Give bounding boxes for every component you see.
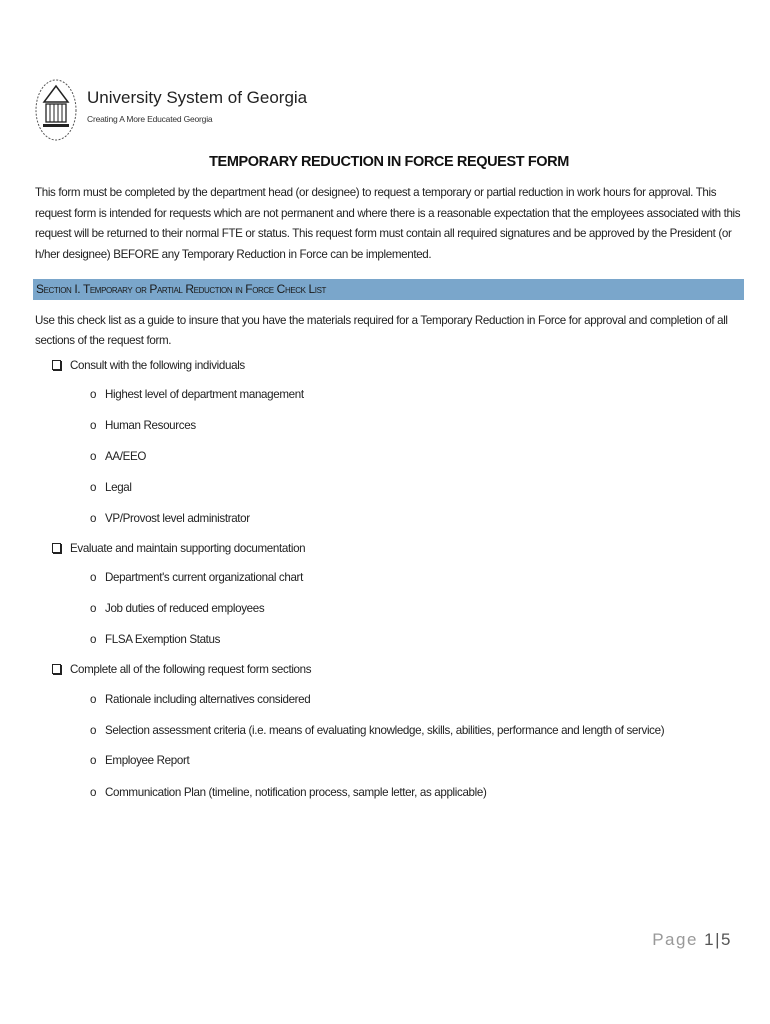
list-item-text: Department's current organizational chart	[105, 571, 303, 584]
list-item	[90, 481, 132, 494]
checklist-item	[52, 542, 305, 555]
bullet-icon: o	[90, 512, 97, 525]
bullet-icon: o	[90, 419, 97, 432]
list-item	[90, 388, 304, 401]
bullet-icon: o	[90, 571, 97, 584]
list-item	[90, 693, 310, 706]
checkbox-icon	[52, 664, 61, 674]
section-heading: Section I. Temporary or Partial Reduction in Force Check List	[36, 282, 327, 296]
list-item	[90, 602, 264, 615]
section-header-bar	[33, 279, 744, 300]
bullet-icon: o	[90, 786, 97, 799]
list-item-text: Selection assessment criteria (i.e. means of evaluating knowledge, skills, abilities, performance and length of service)	[105, 724, 665, 737]
list-item	[90, 786, 487, 799]
logo-tagline: Creating A More Educated Georgia	[87, 114, 213, 124]
usg-logo	[34, 78, 308, 142]
section-intro: Use this check list as a guide to insure that you have the materials required for a Temporary Reduction in Force for approval and completion of all sections of the request form.	[35, 314, 728, 347]
logo-name: University System of Georgia	[87, 88, 308, 107]
current-page: 1	[704, 930, 716, 949]
checklist-label: Complete all of the following request form sections	[70, 663, 312, 676]
list-item	[90, 754, 189, 767]
page-number	[652, 930, 732, 950]
list-item	[90, 512, 250, 525]
list-item-text: Human Resources	[105, 419, 196, 432]
list-item-text: Employee Report	[105, 754, 190, 767]
bullet-icon: o	[90, 602, 97, 615]
checklist-label: Evaluate and maintain supporting documentation	[70, 542, 306, 555]
page-label: Page	[652, 930, 698, 949]
bullet-icon: o	[90, 388, 97, 401]
list-item-text: Highest level of department management	[105, 388, 304, 401]
list-item-text: AA/EEO	[105, 450, 147, 463]
page-separator: |	[715, 930, 722, 949]
list-item	[90, 571, 303, 584]
checkbox-icon	[52, 360, 61, 370]
list-item	[90, 450, 146, 463]
list-item-text: Rationale including alternatives considered	[105, 693, 311, 706]
checklist-item	[52, 663, 311, 676]
intro-paragraph: This form must be completed by the department head (or designee) to request a temporary or partial reduction in work hours for approval. This request form is intended for requests which are not permanent and where there is a reasonable expectation that the employees associated with this request will be returned to their normal FTE or status. This request form must contain all required signatures and be approved by the President (or h/her designee) BEFORE any Temporary Reduction in Force can be implemented.	[35, 186, 741, 261]
list-item-text: Legal	[105, 481, 132, 494]
checklist-item	[52, 359, 245, 372]
bullet-icon: o	[90, 754, 97, 767]
bullet-icon: o	[90, 724, 97, 737]
bullet-icon: o	[90, 633, 97, 646]
total-pages: 5	[721, 930, 732, 949]
list-item	[90, 419, 196, 432]
bullet-icon: o	[90, 450, 97, 463]
bullet-icon: o	[90, 693, 97, 706]
page-title: TEMPORARY REDUCTION IN FORCE REQUEST FORM	[209, 154, 569, 170]
bullet-icon: o	[90, 481, 97, 494]
checkbox-icon	[52, 543, 61, 553]
checklist-label: Consult with the following individuals	[70, 359, 245, 372]
list-item-text: VP/Provost level administrator	[105, 512, 250, 525]
list-item	[90, 724, 664, 737]
list-item-text: FLSA Exemption Status	[105, 633, 221, 646]
seal-icon	[34, 78, 84, 142]
list-item	[90, 633, 220, 646]
list-item-text: Job duties of reduced employees	[105, 602, 265, 615]
list-item-text: Communication Plan (timeline, notification process, sample letter, as applicable)	[105, 786, 487, 799]
